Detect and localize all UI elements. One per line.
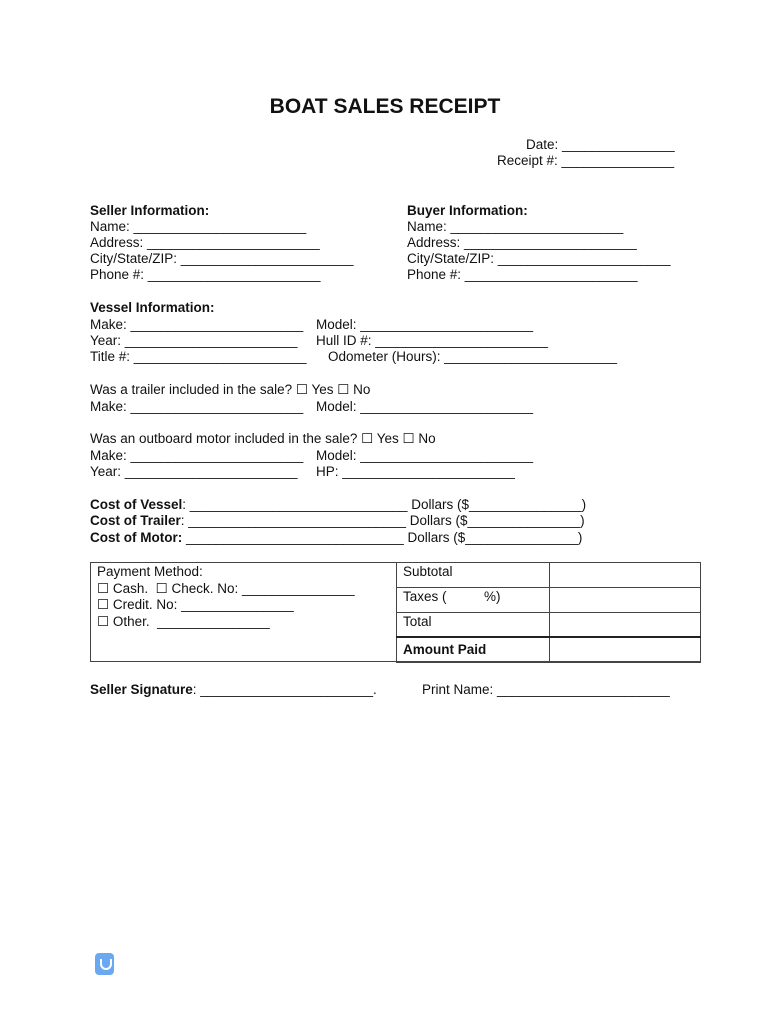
vessel-title-field[interactable]: Title #: _______________________ [90,349,307,364]
seller-address-field[interactable]: Address: _______________________ [90,235,320,250]
taxes-row [396,588,701,613]
payment-table [90,562,701,662]
amount-paid-row [396,638,701,663]
vessel-year-field[interactable]: Year: _______________________ [90,333,298,348]
payment-method-cell [91,563,397,661]
date-field[interactable]: Date: _______________ [526,137,675,152]
cost-motor-label: Cost of Motor: [90,530,183,545]
cost-vessel-label: Cost of Vessel [90,497,183,512]
total-label: Total [403,614,432,629]
motor-question[interactable]: Was an outboard motor included in the sale? ☐ Yes ☐ No [90,431,436,446]
motor-hp-field[interactable]: HP: _______________________ [316,464,515,479]
subtotal-value[interactable] [549,563,701,587]
vessel-odometer-field[interactable]: Odometer (Hours): _______________________ [328,349,617,364]
seller-signature-label: Seller Signature [90,682,193,697]
trailer-make-field[interactable]: Make: _______________________ [90,399,304,414]
cost-trailer-line[interactable]: : _____________________________ Dollars ($_______________) [180,513,585,528]
seller-name-field[interactable]: Name: _______________________ [90,219,307,234]
buyer-phone-field[interactable]: Phone #: _______________________ [407,267,638,282]
subtotal-row [396,563,701,588]
total-row [396,613,701,638]
payment-other[interactable]: ☐ Other. _______________ [97,614,270,629]
seller-city-field[interactable]: City/State/ZIP: _______________________ [90,251,354,266]
seller-heading: Seller Information: [90,203,210,218]
buyer-address-field[interactable]: Address: _______________________ [407,235,637,250]
brand-logo-icon [95,953,114,975]
vessel-model-field[interactable]: Model: _______________________ [316,317,533,332]
payment-cash-check[interactable]: ☐ Cash. ☐ Check. No: _______________ [97,581,355,596]
seller-signature-line[interactable]: : _______________________. [192,682,377,697]
amount-paid-value[interactable] [549,638,701,662]
subtotal-label: Subtotal [403,564,453,579]
vessel-heading: Vessel Information: [90,300,215,315]
cost-motor-row[interactable] [90,530,582,546]
cost-motor-line[interactable]: _____________________________ Dollars ($_______________) [182,530,583,545]
motor-model-field[interactable]: Model: _______________________ [316,448,533,463]
taxes-label: Taxes ( %) [403,589,501,604]
seller-phone-field[interactable]: Phone #: _______________________ [90,267,321,282]
payment-method-heading: Payment Method: [97,564,203,579]
cost-trailer-label: Cost of Trailer [90,513,181,528]
cost-vessel-line[interactable]: : _____________________________ Dollars ($_______________) [182,497,587,512]
cost-trailer-row[interactable] [90,513,585,529]
cost-vessel-row[interactable] [90,497,586,513]
buyer-city-field[interactable]: City/State/ZIP: _______________________ [407,251,671,266]
vessel-make-field[interactable]: Make: _______________________ [90,317,304,332]
print-name-field[interactable]: Print Name: _______________________ [422,682,670,697]
taxes-value[interactable] [549,588,701,612]
document-title: BOAT SALES RECEIPT [269,95,501,118]
trailer-model-field[interactable]: Model: _______________________ [316,399,533,414]
receipt-number-field[interactable]: Receipt #: _______________ [497,153,675,168]
vessel-hull-field[interactable]: Hull ID #: _______________________ [316,333,548,348]
motor-make-field[interactable]: Make: _______________________ [90,448,304,463]
buyer-name-field[interactable]: Name: _______________________ [407,219,624,234]
seller-signature-row[interactable] [90,682,377,698]
trailer-question[interactable]: Was a trailer included in the sale? ☐ Yes ☐ No [90,382,371,397]
total-value[interactable] [549,613,701,636]
amount-paid-label: Amount Paid [403,642,487,657]
buyer-heading: Buyer Information: [407,203,528,218]
payment-credit[interactable]: ☐ Credit. No: _______________ [97,597,294,612]
motor-year-field[interactable]: Year: _______________________ [90,464,298,479]
